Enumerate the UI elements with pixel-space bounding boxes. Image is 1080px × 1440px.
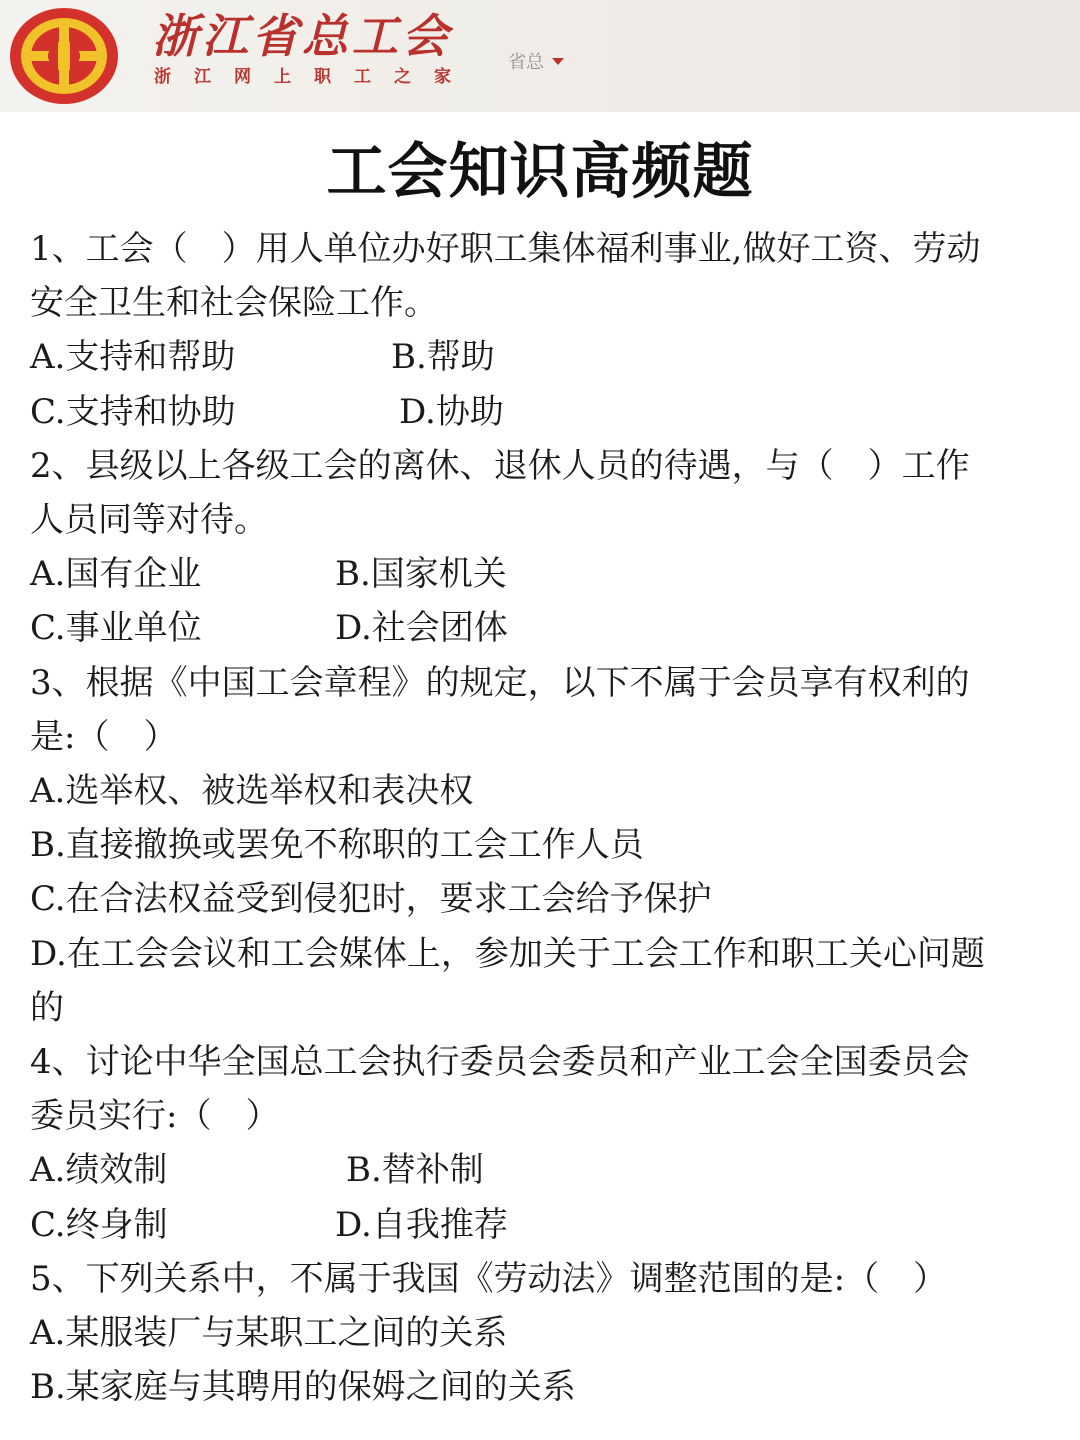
option-c: C.事业单位 <box>30 608 202 649</box>
option-d: D.在工会会议和工会媒体上，参加关于工会工作和职工关心问题 <box>30 933 985 974</box>
brand-subtitle: 浙江网上职工之家 <box>154 67 474 87</box>
site-header <box>0 0 1080 112</box>
question-list <box>30 222 1060 1414</box>
option-row <box>30 547 1060 601</box>
option-c: C.在合法权益受到侵犯时，要求工会给予保护 <box>30 879 712 920</box>
option-b: B.直接撤换或罢免不称职的工会工作人员 <box>30 825 644 866</box>
question-text: 4、讨论中华全国总工会执行委员会委员和产业工会全国委员会 <box>30 1042 970 1083</box>
question-text: 3、根据《中国工会章程》的规定，以下不属于会员享有权利的 <box>30 662 970 703</box>
question-text: 1、工会（ ）用人单位办好职工集体福利事业,做好工资、劳动 <box>30 229 981 269</box>
option-b: B.帮助 <box>391 337 495 378</box>
union-emblem-icon[interactable] <box>8 6 120 106</box>
option-d: D.社会团体 <box>335 608 508 649</box>
region-dropdown[interactable] <box>508 48 564 74</box>
question-text: 2、县级以上各级工会的离休、退休人员的待遇，与（ ）工作 <box>30 445 970 486</box>
option-a: A.某服装厂与某职工之间的关系 <box>30 1313 508 1354</box>
question-text: 安全卫生和社会保险工作。 <box>30 283 438 324</box>
brand-title: 浙江省总工会 <box>152 9 452 63</box>
option-a: A.国有企业 <box>30 554 202 595</box>
question-2 <box>30 439 1060 656</box>
question-text: 委员实行:（ ） <box>30 1096 280 1137</box>
option-d: D.自我推荐 <box>335 1204 508 1245</box>
option-c: C.终身制 <box>30 1204 168 1245</box>
question-1 <box>30 222 1060 439</box>
option-d: D.协助 <box>399 391 504 432</box>
question-3 <box>30 656 1060 1035</box>
option-b: B.某家庭与其聘用的保姆之间的关系 <box>30 1367 576 1408</box>
option-row <box>30 1198 1060 1252</box>
option-b: B.替补制 <box>346 1150 484 1191</box>
question-4 <box>30 1035 1060 1252</box>
question-text: 是:（ ） <box>30 716 178 757</box>
chevron-down-icon <box>552 58 564 65</box>
option-row <box>30 330 1060 384</box>
question-text: 5、下列关系中，不属于我国《劳动法》调整范围的是:（ ） <box>30 1258 948 1299</box>
option-a: A.绩效制 <box>30 1150 168 1191</box>
question-5 <box>30 1252 1060 1415</box>
option-row <box>30 601 1060 655</box>
region-label: 省总 <box>508 52 544 73</box>
option-b: B.国家机关 <box>335 554 507 595</box>
option-c: C.支持和协助 <box>30 391 236 432</box>
option-row <box>30 385 1060 439</box>
option-d-continued: 的 <box>30 987 64 1028</box>
page-title: 工会知识高频题 <box>326 137 754 207</box>
option-a: A.支持和帮助 <box>30 337 236 378</box>
option-a: A.选举权、被选举权和表决权 <box>30 771 474 812</box>
question-text: 人员同等对待。 <box>30 500 268 541</box>
option-row <box>30 1143 1060 1197</box>
